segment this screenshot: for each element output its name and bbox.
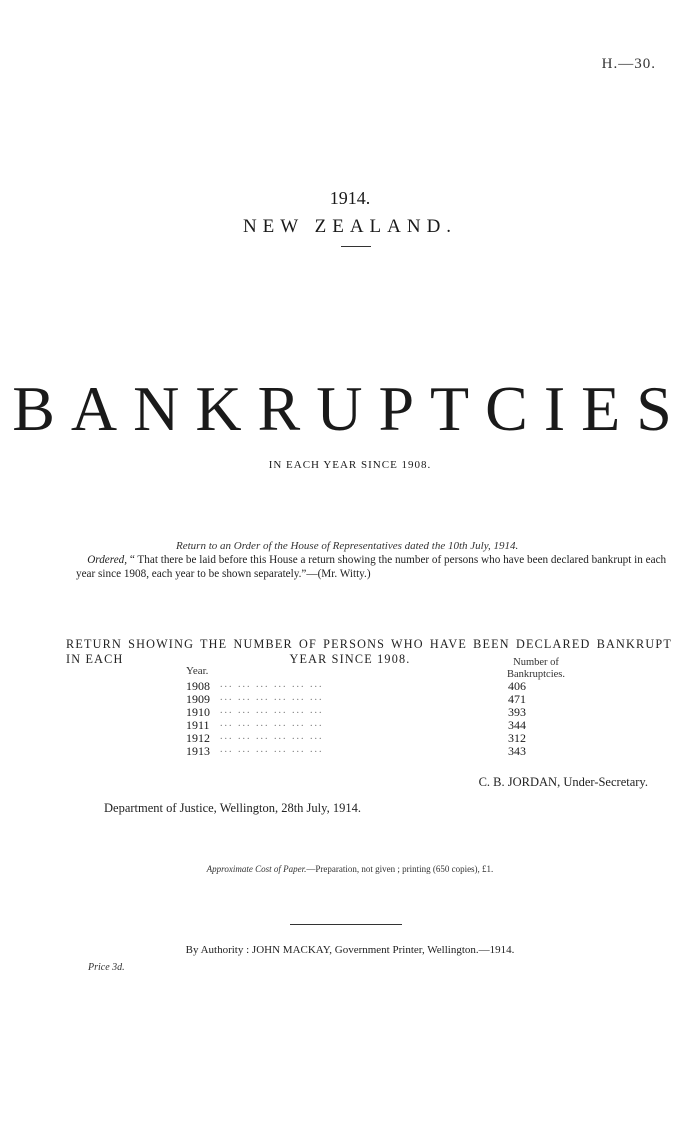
table-row <box>186 692 576 706</box>
page-subtitle: IN EACH YEAR SINCE 1908. <box>268 459 432 471</box>
leader-dots: ... ... ... ... ... ... <box>220 705 324 716</box>
table-row <box>186 731 576 745</box>
column-header-number <box>496 657 576 681</box>
table-heading-continued: YEAR SINCE 1908. <box>289 652 411 666</box>
leader-dots: ... ... ... ... ... ... <box>220 692 324 703</box>
row-year: 1910 <box>186 705 210 719</box>
return-order-line: Return to an Order of the House of Representatives dated the 10th July, 1914. <box>176 540 519 552</box>
row-value: 471 <box>508 692 526 706</box>
footer-rule <box>290 924 402 925</box>
ordered-label: Ordered, <box>87 554 128 566</box>
row-year: 1911 <box>186 718 210 732</box>
country-heading: NEW ZEALAND. <box>242 216 458 237</box>
row-value: 312 <box>508 731 526 745</box>
divider-rule <box>341 246 371 247</box>
page-title: BANKRUPTCIES <box>12 373 688 444</box>
document-year: 1914. <box>329 188 371 208</box>
row-value: 344 <box>508 718 526 732</box>
row-year: 1909 <box>186 692 210 706</box>
signature: C. B. JORDAN, Under-Secretary. <box>478 775 648 789</box>
leader-dots: ... ... ... ... ... ... <box>220 718 324 729</box>
column-header-number-line1: Number of <box>513 657 559 668</box>
leader-dots: ... ... ... ... ... ... <box>220 731 324 742</box>
leader-dots: ... ... ... ... ... ... <box>220 679 324 690</box>
leader-dots: ... ... ... ... ... ... <box>220 744 324 755</box>
cost-of-paper <box>0 864 700 874</box>
table-row <box>186 679 576 693</box>
cost-text: —Preparation, not given ; printing (650 copies), £1. <box>306 864 494 874</box>
order-text <box>76 553 672 581</box>
printer-authority: By Authority : JOHN MACKAY, Government Printer, Wellington.—1914. <box>185 944 515 956</box>
table-row <box>186 744 576 758</box>
column-header-number-line2: Bankruptcies. <box>506 669 566 680</box>
row-year: 1913 <box>186 744 210 758</box>
document-reference: H.—30. <box>601 56 656 72</box>
table-heading: RETURN SHOWING THE NUMBER OF PERSONS WHO HAVE BEEN DECLARED BANKRUPT IN EACH <box>66 637 672 666</box>
table-row <box>186 718 576 732</box>
ordered-body: “ That there be laid before this House a return showing the number of persons who have been declared bankrupt in each year since 1908, each year to be shown separately.”—(Mr. Witty.) <box>76 554 667 580</box>
row-year: 1912 <box>186 731 210 745</box>
column-header-year: Year. <box>186 665 209 677</box>
row-year: 1908 <box>186 679 210 693</box>
price: Price 3d. <box>88 962 125 973</box>
row-value: 343 <box>508 744 526 758</box>
table-row <box>186 705 576 719</box>
department-date: Department of Justice, Wellington, 28th July, 1914. <box>104 801 361 815</box>
row-value: 393 <box>508 705 526 719</box>
row-value: 406 <box>508 679 526 693</box>
cost-label: Approximate Cost of Paper. <box>206 864 307 874</box>
